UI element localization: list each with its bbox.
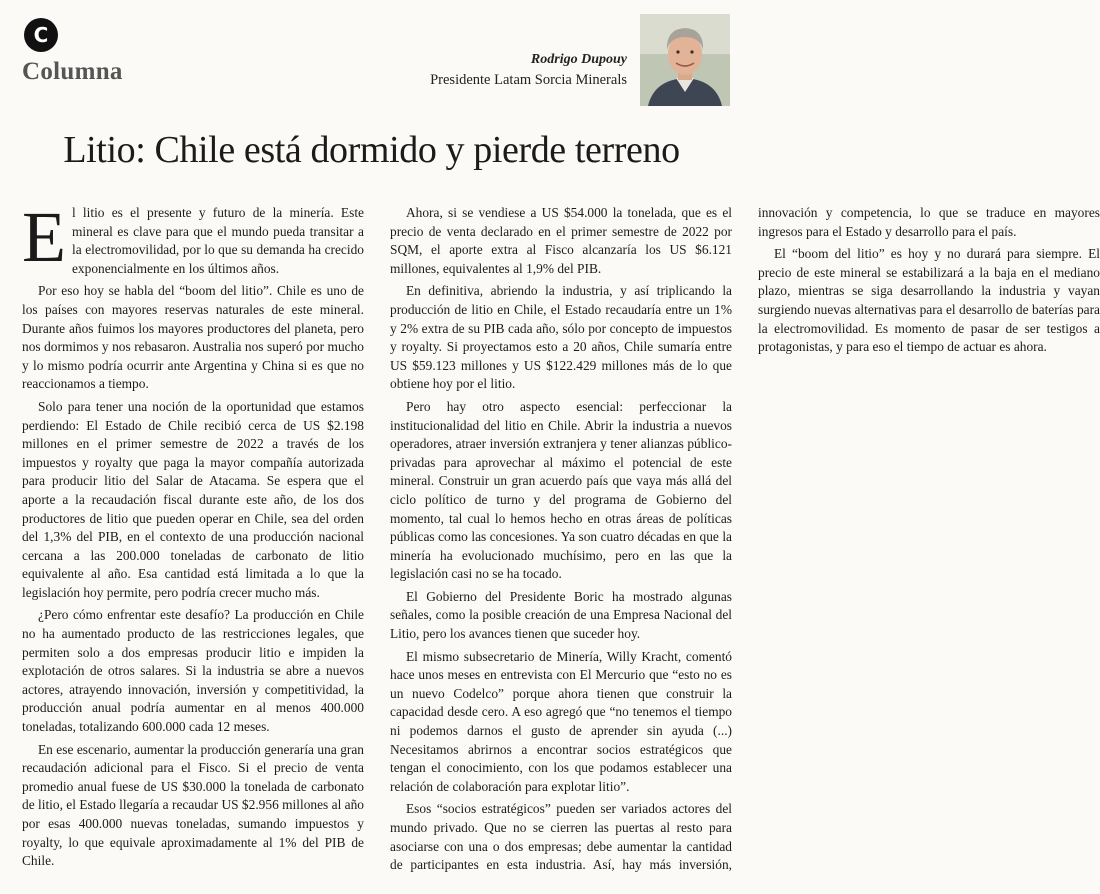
drop-cap: E [22, 197, 66, 277]
article-paragraph: En ese escenario, aumentar la producción generaría una gran recaudación adicional para el Fisco. Si el precio de venta promedio anual fuese de US $30.000 la tonelada de carbonato de litio, el Estado llegaría a recaudar US $2.956 millones al año por esas 400.000 nuevas toneladas, sumando impuestos y royalty, lo que equivale aproximadamente al 1% del PIB de Chile. [22, 741, 364, 869]
section-label: Columna [22, 58, 123, 85]
article-paragraph: Pero hay otro aspecto esencial: perfeccionar la institucionalidad del litio en Chile. Abrir la industria a nuevos operadores, atraer inversión extranjera y tener alianzas público-privadas para aprovechar al máximo el potencial de este mineral. Construir un gran acuerdo país que vaya más allá del ciclo político de turno y del programa de Gobierno del momento, tal cual lo hemos hecho en otras áreas de políticas públicas como las concesiones. Ya son cuatro décadas en que la minería ha evolucionado muchísimo, pero en las que la legislación casi no se ha tocado. [390, 398, 732, 582]
article-paragraph: En definitiva, abriendo la industria, y así triplicando la producción de litio en Chile, el Estado recaudaría entre un 1% y 2% extra de su PIB cada año, sólo por concepto de impuestos y royalty. Si proyectamos esto a 20 años, Chile sumaría entre US $59.123 millones y US $122.429 millones más de lo que obtiene hoy por el litio. [390, 283, 732, 392]
article-paragraph: El mismo subsecretario de Minería, Willy Kracht, comentó hace unos meses en entrevista con El Mercurio que “esto no es un nuevo Codelco” porque ahora tienen que construir la capacidad desde cero. A eso agregó que “no tenemos el tiempo ni podemos darnos el gusto de aprender sin ayuda (...) Necesitamos abrirnos a encontrar socios estratégicos que tengan el conocimiento, con los que podamos establecer una relación de colaboración para explotar litio”. [390, 648, 732, 794]
article-paragraph: El “boom del litio” es hoy y no durará para siempre. El precio de este mineral se estabilizará a la baja en el mediano plazo, mientras se siga desarrollando la industria y vayan surgiendo nuevas alternativas para el desarrollo de baterías para la electromovilidad. Es momento de pasar de ser testigos a protagonistas, y para eso el tiempo de actuar es ahora. [758, 246, 1100, 355]
author-photo [640, 14, 730, 106]
byline [430, 50, 627, 90]
article-paragraph: Ahora, si se vendiese a US $54.000 la tonelada, que es el precio de venta declarado en el primer semestre de 2022 por SQM, el aporte extra al Fisco alcanzaría los US $6.121 millones, equivalentes al 1,9% del PIB. [390, 205, 732, 276]
column-badge: C [24, 18, 58, 52]
article-paragraph: Solo para tener una noción de la oportunidad que estamos perdiendo: El Estado de Chile recibió cerca de US $2.198 millones en el primer semestre de 2022 a través de los impuestos y royalty que paga la mayor compañía autorizada para producir litio del Salar de Atacama. Se espera que el aporte a la recaudación fiscal durante este año, de los dos productores de litio que pueden operar en Chile, sea del orden del 1,3% del PIB, en el contexto de una producción nacional cercana a las 200.000 toneladas de carbonato de litio equivalente al año. Esa cantidad está limitada a lo que la legislación hoy permite, pero podría crecer mucho más. [22, 398, 364, 600]
article-paragraph: ¿Pero cómo enfrentar este desafío? La producción en Chile no ha aumentado producto de las restricciones legales, que permiten solo a dos empresas producir litio e impiden la explotación de otros salares. Si la industria se abre a nuevos actores, atrayendo innovación, inversión y competitividad, la producción anual podría aumentar en al menos 400.000 toneladas, totalizando 600.000 cada 12 meses. [22, 607, 364, 735]
article-paragraph: Por eso hoy se habla del “boom del litio”. Chile es uno de los países con mayores reservas naturales de este mineral. Durante años fuimos los mayores productores del planeta, pero nos dormimos y nos rebasaron. Australia nos superó por mucho y lo mismo podría ocurrir ante Argentina y China si es que no reaccionamos a tiempo. [22, 283, 364, 392]
article-body [22, 197, 1100, 884]
article-paragraph: El Gobierno del Presidente Boric ha mostrado algunas señales, como la posible creación de una Empresa Nacional del Litio, pero los avances tienen que suceder hoy. [390, 588, 732, 642]
article-paragraph: Esos “socios estratégicos” pueden ser variados actores del mundo privado. Que no se cierren las puertas al resto para asociarse con una o dos empresas; debe aumentar la cantidad de participantes en esta industria. Así, hay más inversión, innovación y competencia, lo que se traduce en mayores ingresos para el Estado y desarrollo para el país. [390, 205, 1100, 873]
paragraph-text: l litio es el presente y futuro de la minería. Este mineral es clave para que el mundo pueda transitar a la electromovilidad, por lo que su demanda ha crecido exponencialmente en los últimos años. [71, 205, 364, 276]
author-name: Rodrigo Dupouy [530, 52, 627, 67]
headline: Litio: Chile está dormido y pierde terreno [63, 129, 680, 171]
author-portrait-icon [640, 14, 730, 106]
article-paragraph [22, 197, 364, 278]
author-role: Presidente Latam Sorcia Minerals [430, 72, 627, 88]
